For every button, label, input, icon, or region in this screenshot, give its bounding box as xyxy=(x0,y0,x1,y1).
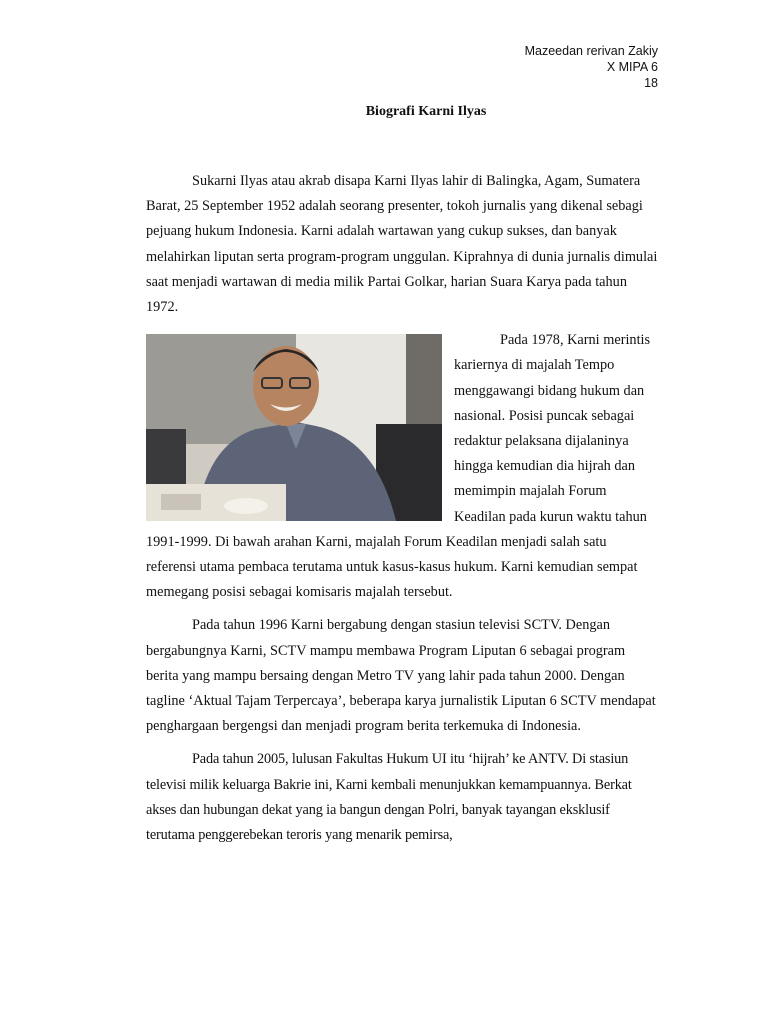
paragraph-1: Sukarni Ilyas atau akrab disapa Karni Ilyas lahir di Balingka, Agam, Sumatera Barat, 25 September 1952 adalah seorang presenter, tokoh jurnalis yang dikenal sebagi pejuang hukum Indonesia. Karni adalah wartawan yang cukup sukses, dan banyak melahirkan liputan serta program-program unggulan. Kiprahnya di dunia jurnalis dimulai saat menjadi wartawan di media milik Partai Golkar, harian Suara Karya pada tahun 1972. xyxy=(146,173,658,316)
author-name: Mazeedan rerivan Zakiy xyxy=(524,44,658,58)
document-title: Biografi Karni Ilyas xyxy=(365,104,487,119)
author-class: X MIPA 6 xyxy=(606,60,658,74)
portrait-photo xyxy=(146,334,442,521)
portrait-illustration xyxy=(146,334,442,521)
paragraph-3: Pada tahun 1996 Karni bergabung dengan stasiun televisi SCTV. Dengan bergabungnya Karni, SCTV mampu membawa Program Liputan 6 sebagai program berita yang mampu bersaing dengan Metro TV yang lahir pada tahun 2000. Dengan tagline ‘Aktual Tajam Terpercaya’, beberapa karya jurnalistik Liputan 6 SCTV mendapat penghargaan bergengsi dan menjadi program berita terkemuka di Indonesia. xyxy=(146,617,656,735)
paragraph-2: Pada 1978, Karni merintis kariernya di majalah Tempo menggawangi bidang hukum dan nasional. Posisi puncak sebagai redaktur pelaksana dijalaninya hingga kemudian dia hijrah dan memimpin majalah Forum Keadilan pada kurun waktu tahun 1991-1999. Di bawah arahan Karni, majalah Forum Keadilan menjadi salah satu referensi utama pembaca terutama untuk kasus-kasus hukum. Karni kemudian sempat memegang posisi sebagai komisaris majalah tersebut. xyxy=(146,332,651,601)
paragraph-4: Pada tahun 2005, lulusan Fakultas Hukum UI itu ‘hijrah’ ke ANTV. Di stasiun televisi milik keluarga Bakrie ini, Karni kembali menunjukkan kemampuannya. Berkat akses dan hubungan dekat yang ia bangun dengan Polri, banyak tayangan eksklusif terutama penggerebekan teroris yang menarik pemirsa, xyxy=(146,751,632,844)
author-header xyxy=(525,43,658,91)
document-body xyxy=(146,169,658,856)
author-number: 18 xyxy=(644,76,658,90)
